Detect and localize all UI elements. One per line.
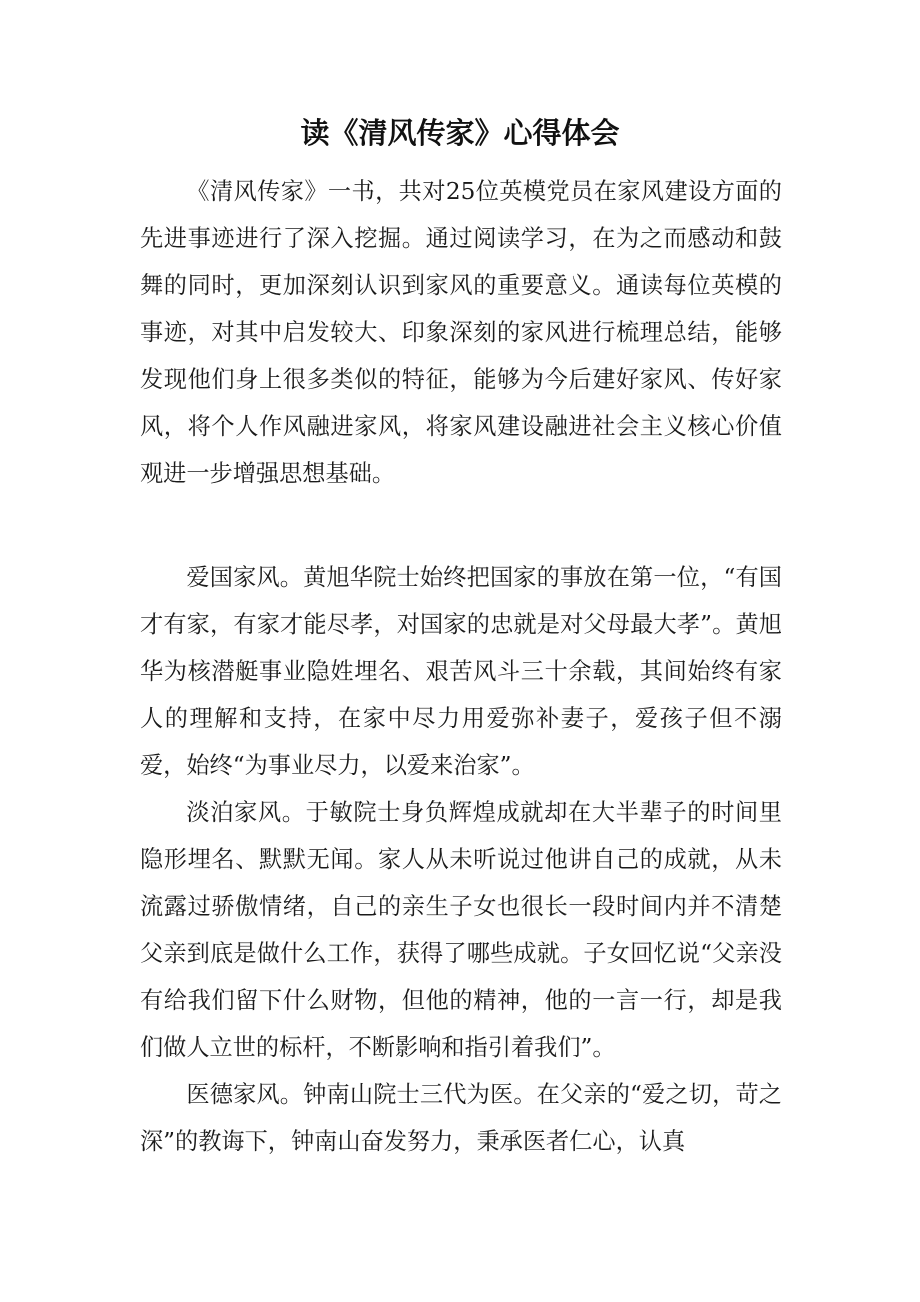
paragraph-patriotic-family-tradition: 爱国家风。黄旭华院士始终把国家的事放在第一位，“有国才有家，有家才能尽孝，对国家的忠就是对父母最大孝”。黄旭华为核潜艇事业隐姓埋名、艰苦风斗三十余载，其间始终有家人的理解和支持，在家中尽力用爱弥补妻子，爱孩子但不溺爱，始终“为事业尽力，以爱来治家”。 (140, 564, 782, 779)
paragraph-intro: 《清风传家》一书，共对25位英模党员在家风建设方面的先进事迹进行了深入挖掘。通过阅读学习，在为之而感动和鼓舞的同时，更加深刻认识到家风的重要意义。通读每位英模的事迹，对其中启发较大、印象深刻的家风进行梳理总结，能够发现他们身上很多类似的特征，能够为今后建好家风、传好家风，将个人作风融进家风，将家风建设融进社会主义核心价值观进一步增强思想基础。 (140, 178, 782, 487)
paragraph-modest-family-tradition: 淡泊家风。于敏院士身负辉煌成就却在大半辈子的时间里隐形埋名、默默无闻。家人从未听说过他讲自己的成就，从未流露过骄傲情绪，自己的亲生子女也很长一段时间内并不清楚父亲到底是做什么工作，获得了哪些成就。子女回忆说“父亲没有给我们留下什么财物，但他的精神，他的一言一行，却是我们做人立世的标杆，不断影响和指引着我们”。 (140, 799, 782, 1061)
document-title: 读《清风传家》心得体会 (300, 116, 620, 150)
paragraph-medical-ethics-family-tradition: 医德家风。钟南山院士三代为医。在父亲的“爱之切，苛之深”的教诲下，钟南山奋发努力，秉承医者仁心，认真 (140, 1081, 782, 1155)
